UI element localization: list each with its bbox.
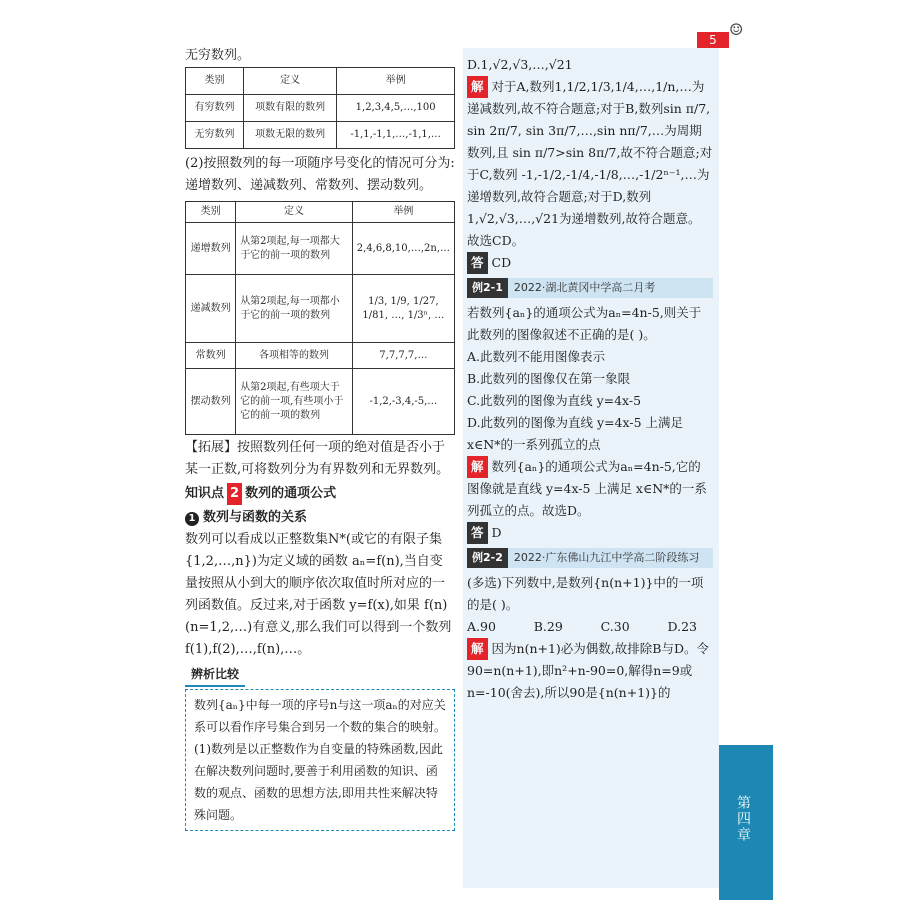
chapter-tab [719, 745, 773, 900]
solution-text: 因为n(n+1)必为偶数,故排除B与D。令90=n(n+1),即n²+n-90=0,解得n=9或n=-10(舍去),所以90是{n(n+1)}的 [467, 641, 709, 700]
page-number: 5 [697, 32, 729, 48]
table-row [186, 95, 455, 122]
example-tag: 例2-2 [467, 548, 508, 568]
solution-2 [467, 456, 713, 522]
table-cell: 无穷数列 [186, 122, 244, 149]
subsection-title: 数列与函数的关系 [203, 510, 308, 525]
intro-text: 无穷数列。 [185, 48, 251, 63]
solution-tag: 解 [467, 76, 488, 98]
answer-tag: 答 [467, 522, 488, 544]
example-question: 若数列{aₙ}的通项公式为aₙ=4n-5,则关于此数列的图像叙述不正确的是( )。 [467, 305, 702, 342]
example-option: A.此数列不能用图像表示 [467, 349, 606, 364]
kp-label: 知识点 [185, 486, 225, 501]
table-cell: 摆动数列 [186, 369, 236, 435]
table-row [186, 122, 455, 149]
table-cell: 2,4,6,8,10,…,2n,… [352, 223, 454, 275]
table-cell: 常数列 [186, 343, 236, 369]
table-cell: 7,7,7,7,… [352, 343, 454, 369]
body-paragraph: 数列可以看成以正整数集N*(或它的有限子集{1,2,…,n})为定义域的函数 aₙ=f(n),当自变量按照从小到大的顺序依次取值时所对应的一列函数值。反过来,对于函数 y=f(x),如果 f(n)(n=1,2,…)有意义,那么我们可以得到一个数列 f(1),f(2),…,f(n),…。 [185, 532, 452, 657]
answer-1 [467, 252, 713, 274]
answer-text: CD [491, 255, 512, 270]
answer-2 [467, 522, 713, 544]
example-option: C.30 [600, 619, 630, 634]
answer-text: D [491, 525, 502, 540]
subsection-number: 1 [185, 512, 199, 526]
table2-header-example: 举例 [352, 202, 454, 223]
analysis-para-2: (1)数列是以正整数作为自变量的特殊函数,因此在解决数列问题时,要善于利用函数的知识、函数的观点、函数的思想方法,即用共性来解决特殊问题。 [194, 742, 443, 822]
knowledge-point-heading [185, 483, 455, 505]
table-cell: 各项相等的数列 [236, 343, 353, 369]
solution-3 [467, 638, 713, 704]
example-source: 2022·广东佛山九江中学高二阶段练习 [513, 551, 700, 564]
monotonic-table [185, 201, 455, 435]
analysis-box [185, 689, 455, 831]
solution-text: 数列{aₙ}的通项公式为aₙ=4n-5,它的图像就是直线 y=4x-5 上满足 x∈N*的一系列孤立的点。故选D。 [467, 459, 707, 518]
table1-header-category: 类别 [186, 68, 244, 95]
expand-note: 【拓展】按照数列任何一项的绝对值是否小于某一正数,可将数列分为有界数列和无界数列。 [185, 440, 450, 477]
example-options-row [467, 616, 697, 638]
subsection-heading [185, 507, 455, 529]
table-cell: 1,2,3,4,5,…,100 [337, 95, 455, 122]
example-source: 2022·湖北黄冈中学高二月考 [513, 281, 656, 294]
table-cell: 1/3, 1/9, 1/27, 1/81, …, 1/3ⁿ, … [352, 275, 454, 343]
option-d: D.1,√2,√3,…,√21 [467, 57, 573, 72]
finite-infinite-table [185, 67, 455, 149]
table-cell: 从第2项起,每一项都小于它的前一项的数列 [236, 275, 353, 343]
kp-number-badge: 2 [227, 483, 242, 505]
table-cell: 项数有限的数列 [243, 95, 336, 122]
table-cell: 项数无限的数列 [243, 122, 336, 149]
solution-1 [467, 76, 713, 252]
analysis-para-1: 数列{aₙ}中每一项的序号n与这一项aₙ的对应关系可以看作序号集合到另一个数的集合的映射。 [194, 698, 447, 734]
solution-tag: 解 [467, 638, 488, 660]
table-cell: 有穷数列 [186, 95, 244, 122]
example-tag: 例2-1 [467, 278, 508, 298]
cartoon-mascot-icon: ☺ [729, 20, 744, 39]
classification-paragraph: (2)按照数列的每一项随序号变化的情况可分为:递增数列、递减数列、常数列、摆动数列。 [185, 156, 455, 193]
table1-header-definition: 定义 [243, 68, 336, 95]
table-cell: -1,1,-1,1,…,-1,1,… [337, 122, 455, 149]
table-cell: 递增数列 [186, 223, 236, 275]
example-option: C.此数列的图像为直线 y=4x-5 [467, 393, 642, 408]
example-option: A.90 [467, 619, 496, 634]
solution-text: 对于A,数列1,1/2,1/3,1/4,…,1/n,…为递减数列,故不符合题意;对于B,数列sin π/7, sin 2π/7, sin 3π/7,…,sin nπ/7,…为周期数列,且 sin π/7>sin 8π/7,故不符合题意;对于C,数列 -1,-1/2,-1/4,-1/8,…,-1/2ⁿ⁻¹,…为递增数列,故符合题意;对于D,数列1,√2,√3,…,√21为递增数列,故符合题意。故选CD。 [467, 79, 713, 248]
example-2-1-bar [467, 278, 713, 298]
answer-tag: 答 [467, 252, 488, 274]
table2-header-definition: 定义 [236, 202, 353, 223]
table1-header-example: 举例 [337, 68, 455, 95]
table-row [186, 343, 455, 369]
example-option: D.此数列的图像为直线 y=4x-5 上满足 x∈N*的一系列孤立的点 [467, 415, 683, 452]
solution-tag: 解 [467, 456, 488, 478]
right-column [463, 48, 719, 888]
table-row [186, 275, 455, 343]
table2-header-category: 类别 [186, 202, 236, 223]
example-option: B.29 [533, 619, 563, 634]
kp-title: 数列的通项公式 [245, 486, 337, 501]
left-column [185, 45, 455, 831]
table-cell: -1,2,-3,4,-5,… [352, 369, 454, 435]
table-cell: 从第2项起,每一项都大于它的前一项的数列 [236, 223, 353, 275]
example-option: D.23 [667, 619, 697, 634]
chapter-label: 第四章 [735, 795, 751, 843]
example-2-2-bar [467, 548, 713, 568]
table-cell: 递减数列 [186, 275, 236, 343]
analysis-compare-label: 辨析比较 [185, 663, 245, 687]
table-row [186, 369, 455, 435]
example-question: (多选)下列数中,是数列{n(n+1)}中的一项的是( )。 [467, 575, 704, 612]
table-cell: 从第2项起,有些项大于它的前一项,有些项小于它的前一项的数列 [236, 369, 353, 435]
example-option: B.此数列的图像仅在第一象限 [467, 371, 631, 386]
table-row [186, 223, 455, 275]
